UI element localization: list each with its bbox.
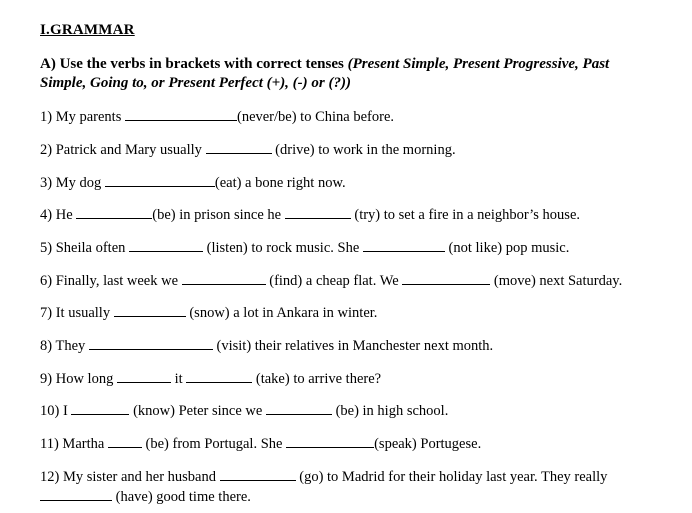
answer-blank[interactable] [286,434,374,448]
item-text: (snow) a lot in Ankara in winter. [185,305,378,321]
item-number: 2) [40,142,53,158]
item-number: 5) [40,240,53,256]
answer-blank[interactable] [114,303,186,317]
item-text: (visit) their relatives in Manchester next month. [212,338,494,354]
item-text: it [170,371,187,387]
item-text: (have) good time there. [112,489,251,505]
item-text: He [55,207,77,223]
answer-blank[interactable] [363,238,445,252]
item-number: 3) [40,175,53,191]
item-text: It usually [55,305,114,321]
item-text: (speak) Portugese. [374,436,482,452]
item-number: 6) [40,273,53,289]
item-text: Finally, last week we [55,273,182,289]
item-text: (be) in high school. [331,403,449,419]
item-number: 9) [40,371,53,387]
answer-blank[interactable] [206,140,272,154]
item-text: (go) to Madrid for their holiday last year. They really [295,469,608,485]
item-text: (never/be) to China before. [236,109,394,125]
answer-blank[interactable] [117,369,171,383]
item-text: My parents [55,109,125,125]
answer-blank[interactable] [182,271,266,285]
exercise-item-10 [40,401,448,421]
exercise-item-12 [40,467,640,507]
item-text: (listen) to rock music. She [203,240,363,256]
answer-blank[interactable] [89,336,213,350]
item-text: How long [55,371,117,387]
item-number: 12) [40,469,60,485]
answer-blank[interactable] [129,238,203,252]
answer-blank[interactable] [108,434,142,448]
exercise-item-11 [40,434,481,454]
answer-blank[interactable] [220,467,296,481]
item-number: 4) [40,207,53,223]
item-text: (move) next Saturday. [490,273,623,289]
item-text: (try) to set a fire in a neighbor’s house. [350,207,581,223]
answer-blank[interactable] [266,401,332,415]
answer-blank[interactable] [402,271,490,285]
item-number: 11) [40,436,59,452]
answer-blank[interactable] [125,107,237,121]
item-number: 1) [40,109,53,125]
item-text: (drive) to work in the morning. [271,142,456,158]
item-text: (be) in prison since he [152,207,285,223]
answer-blank[interactable] [186,369,252,383]
item-text: My sister and her husband [62,469,220,485]
answer-blank[interactable] [76,205,152,219]
exercise-item-8 [40,336,493,356]
item-text: (know) Peter since we [129,403,266,419]
answer-blank[interactable] [285,205,351,219]
instruction-italic: (Present Simple, Present Progressive, Past Simple, Going to, or Present Perfect (+), (-) or (?)) [40,56,610,91]
answer-blank[interactable] [40,487,112,501]
answer-blank[interactable] [71,401,129,415]
item-text: (be) from Portugal. She [141,436,287,452]
item-text: (take) to arrive there? [252,371,382,387]
exercise-item-1 [40,107,394,127]
exercise-item-3 [40,173,346,193]
item-text: (find) a cheap flat. We [265,273,403,289]
item-text: Patrick and Mary usually [55,142,206,158]
item-number: 7) [40,305,53,321]
item-text: They [55,338,89,354]
exercise-item-7 [40,303,377,323]
item-text: (eat) a bone right now. [214,175,346,191]
exercise-item-4 [40,205,580,225]
exercise-item-5 [40,238,569,258]
instruction-lead: A) Use the verbs in brackets with correct tenses [40,56,348,72]
item-text: Martha [62,436,108,452]
item-text: My dog [55,175,105,191]
item-text: Sheila often [55,240,130,256]
exercise-item-6 [40,271,622,291]
exercise-item-2 [40,140,456,160]
section-title: I.GRAMMAR [40,22,135,38]
exercise-item-9 [40,369,381,389]
item-number: 8) [40,338,53,354]
item-text: (not like) pop music. [444,240,570,256]
instruction-text [40,55,640,93]
item-number: 10) [40,403,60,419]
item-text: I [62,403,72,419]
answer-blank[interactable] [105,173,215,187]
